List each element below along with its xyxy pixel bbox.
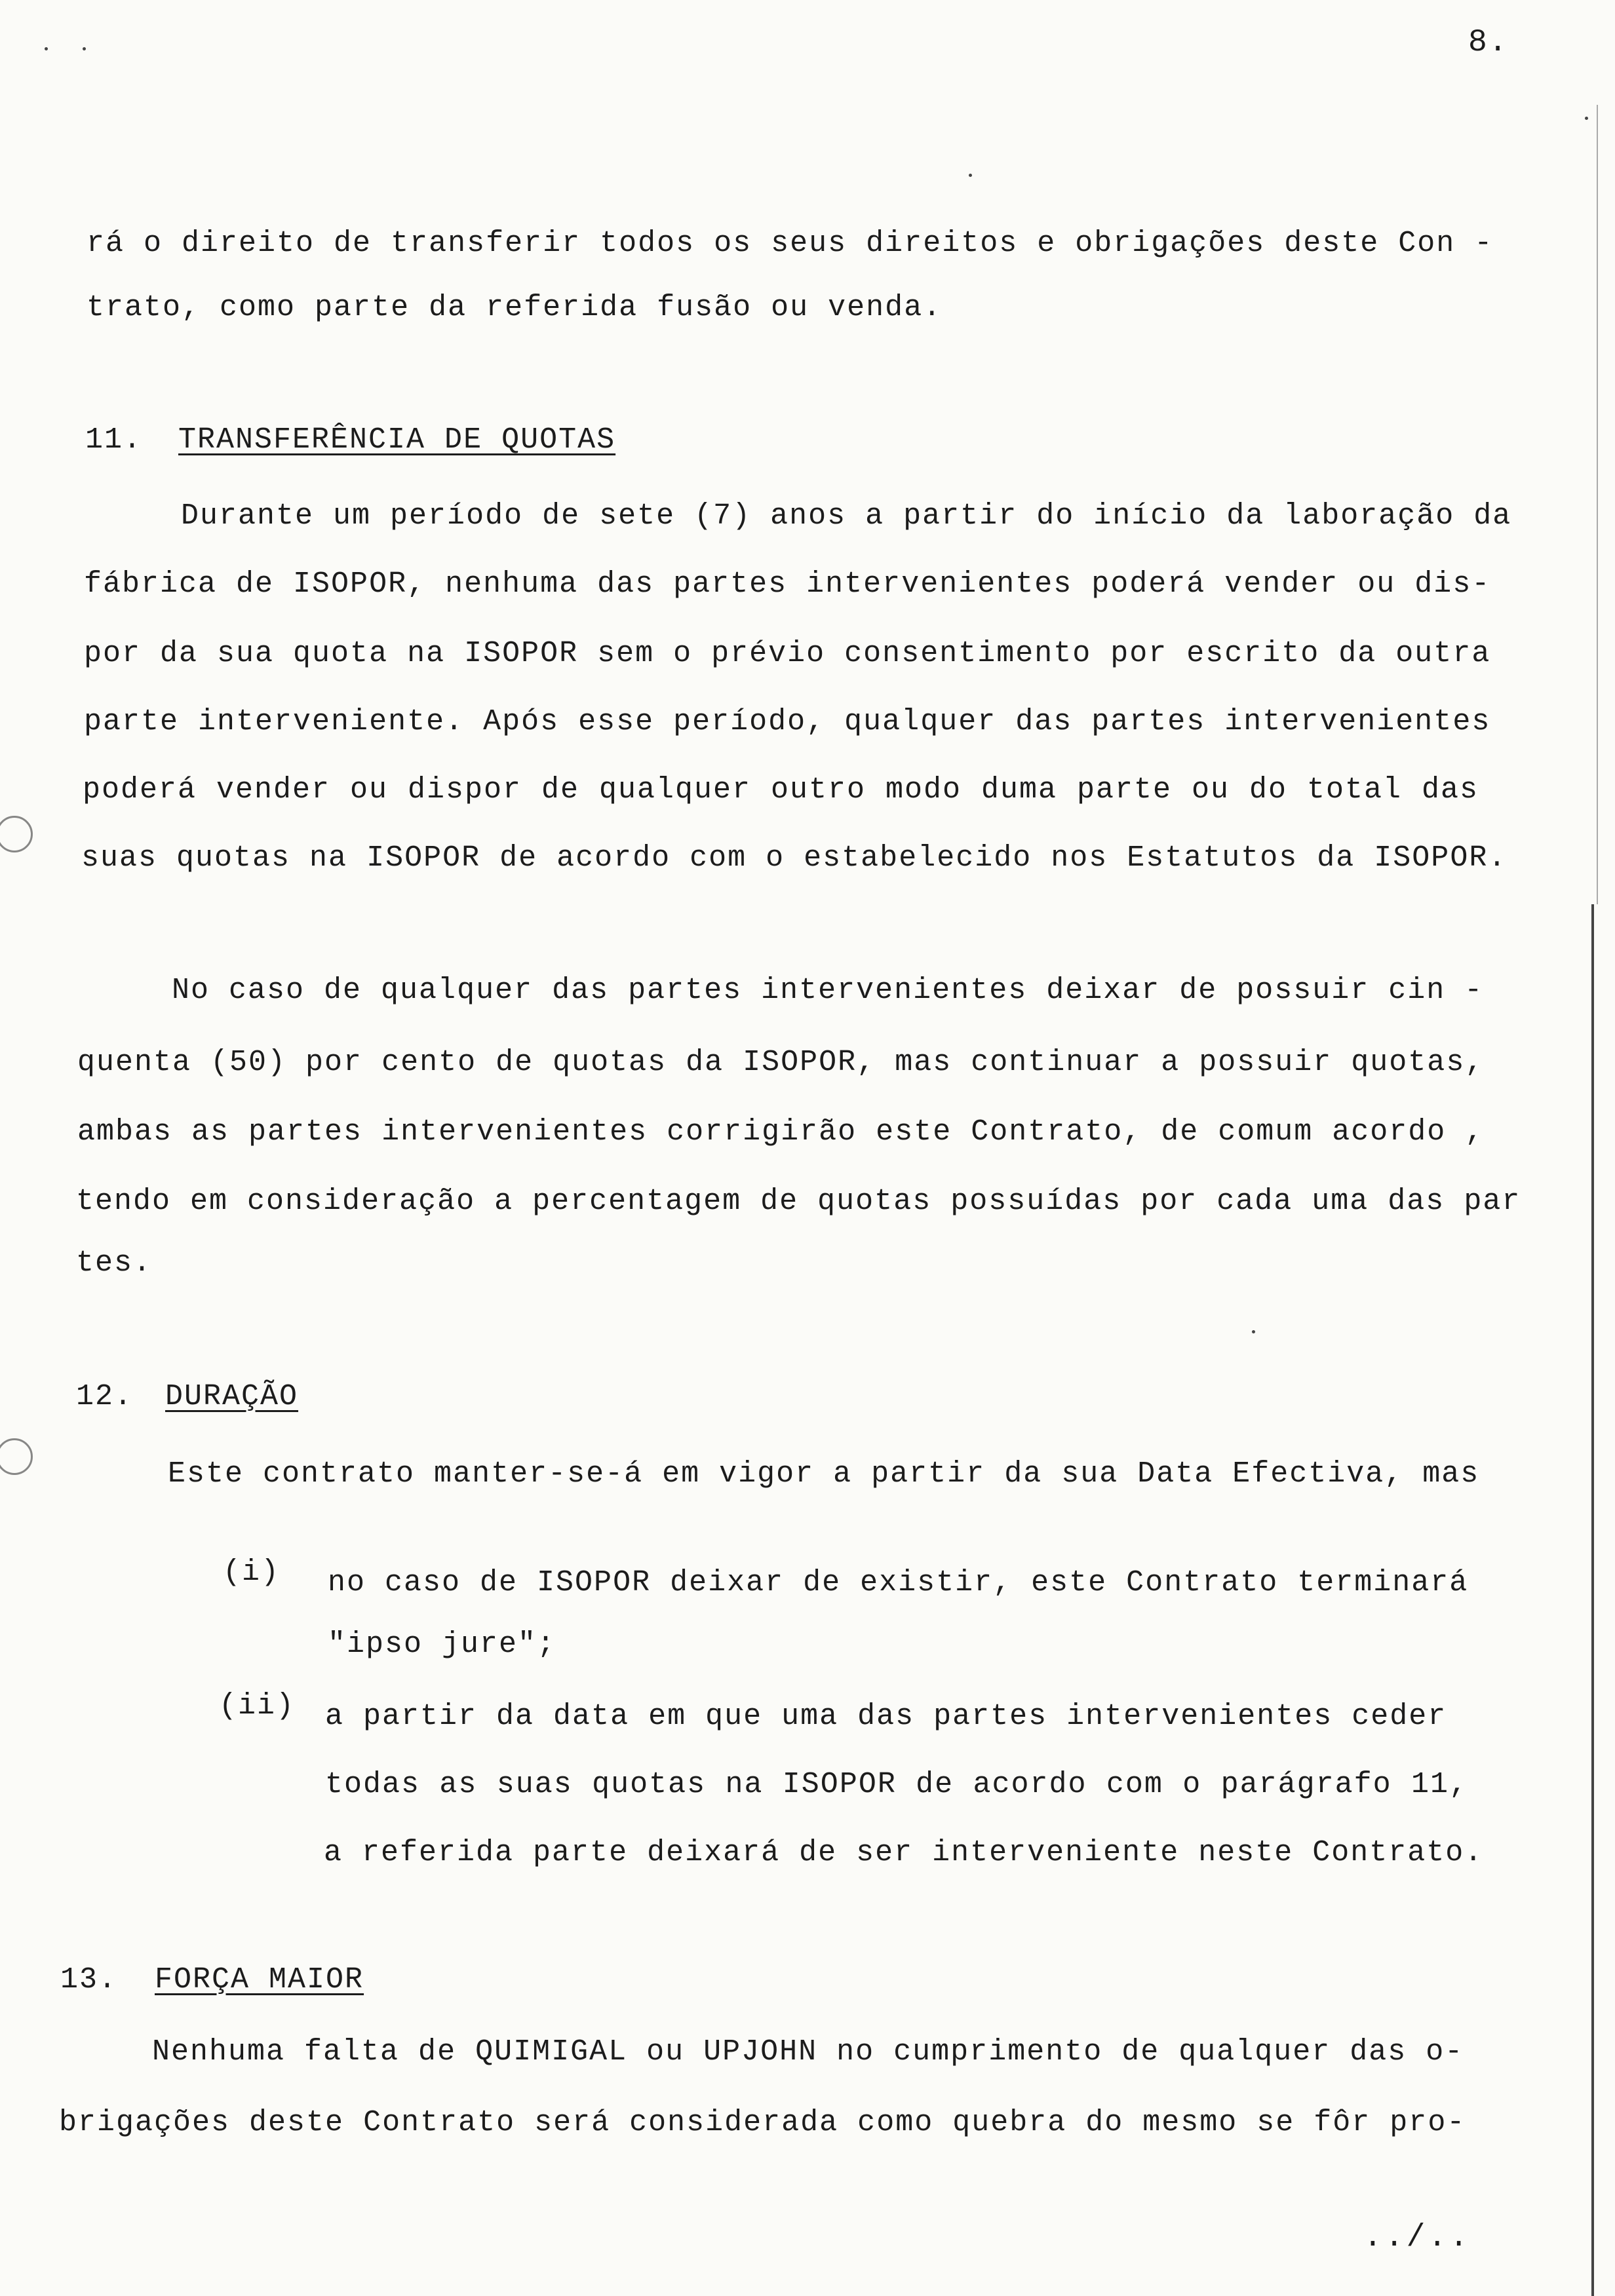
section-11-title: TRANSFERÊNCIA DE QUOTAS: [178, 423, 616, 457]
section-12-number: 12.: [76, 1380, 134, 1413]
page-edge-line: [1591, 904, 1594, 2296]
list-item-line: no caso de ISOPOR deixar de existir, este Contrato terminará: [328, 1566, 1469, 1599]
page-number: 8.: [1468, 25, 1509, 60]
body-line: Durante um período de sete (7) anos a partir do início da laboração da: [181, 499, 1512, 533]
body-line: tendo em consideração a percentagem de quotas possuídas por cada uma das par: [76, 1185, 1521, 1218]
scan-speck: [45, 47, 48, 50]
list-item-line: todas as suas quotas na ISOPOR de acordo com o parágrafo 11,: [325, 1768, 1468, 1801]
section-13-title: FORÇA MAIOR: [155, 1963, 364, 1997]
body-line: rá o direito de transferir todos os seus direitos e obrigações deste Con -: [87, 227, 1494, 260]
body-line: brigações deste Contrato será considerada como quebra do mesmo se fôr pro-: [59, 2106, 1466, 2139]
body-line: fábrica de ISOPOR, nenhuma das partes intervenientes poderá vender ou dis-: [84, 567, 1491, 601]
scan-speck: [1585, 117, 1588, 120]
list-item-label: (ii): [219, 1689, 296, 1723]
page-edge-shadow: [1597, 105, 1598, 904]
section-13-number: 13.: [60, 1963, 118, 1997]
scan-speck: [83, 47, 86, 50]
list-item-line: "ipso jure";: [328, 1628, 556, 1661]
continuation-mark: ../..: [1363, 2220, 1471, 2255]
section-12-title: DURAÇÃO: [165, 1380, 299, 1413]
body-line: quenta (50) por cento de quotas da ISOPOR, mas continuar a possuir quotas,: [77, 1046, 1485, 1079]
scan-speck: [969, 174, 972, 177]
punch-hole-mark: [0, 1438, 33, 1475]
body-line: Nenhuma falta de QUIMIGAL ou UPJOHN no cumprimento de qualquer das o-: [152, 2035, 1464, 2069]
body-line: por da sua quota na ISOPOR sem o prévio consentimento por escrito da outra: [84, 637, 1491, 670]
body-line: trato, como parte da referida fusão ou venda.: [87, 291, 943, 324]
scan-speck: [1252, 1330, 1255, 1333]
section-11-number: 11.: [85, 423, 143, 457]
punch-hole-mark: [0, 816, 33, 852]
list-item-line: a referida parte deixará de ser interveniente neste Contrato.: [324, 1836, 1484, 1869]
body-line: poderá vender ou dispor de qualquer outro modo duma parte ou do total das: [83, 773, 1479, 807]
body-line: suas quotas na ISOPOR de acordo com o estabelecido nos Estatutos da ISOPOR.: [81, 841, 1508, 875]
body-line: Este contrato manter-se-á em vigor a partir da sua Data Efectiva, mas: [168, 1457, 1480, 1491]
body-line: ambas as partes intervenientes corrigirão este Contrato, de comum acordo ,: [77, 1115, 1485, 1149]
body-line: tes.: [76, 1246, 153, 1280]
body-line: No caso de qualquer das partes intervenientes deixar de possuir cin -: [172, 974, 1484, 1007]
body-line: parte interveniente. Após esse período, qualquer das partes intervenientes: [84, 705, 1491, 738]
list-item-line: a partir da data em que uma das partes intervenientes ceder: [325, 1700, 1447, 1733]
list-item-label: (i): [223, 1556, 281, 1589]
